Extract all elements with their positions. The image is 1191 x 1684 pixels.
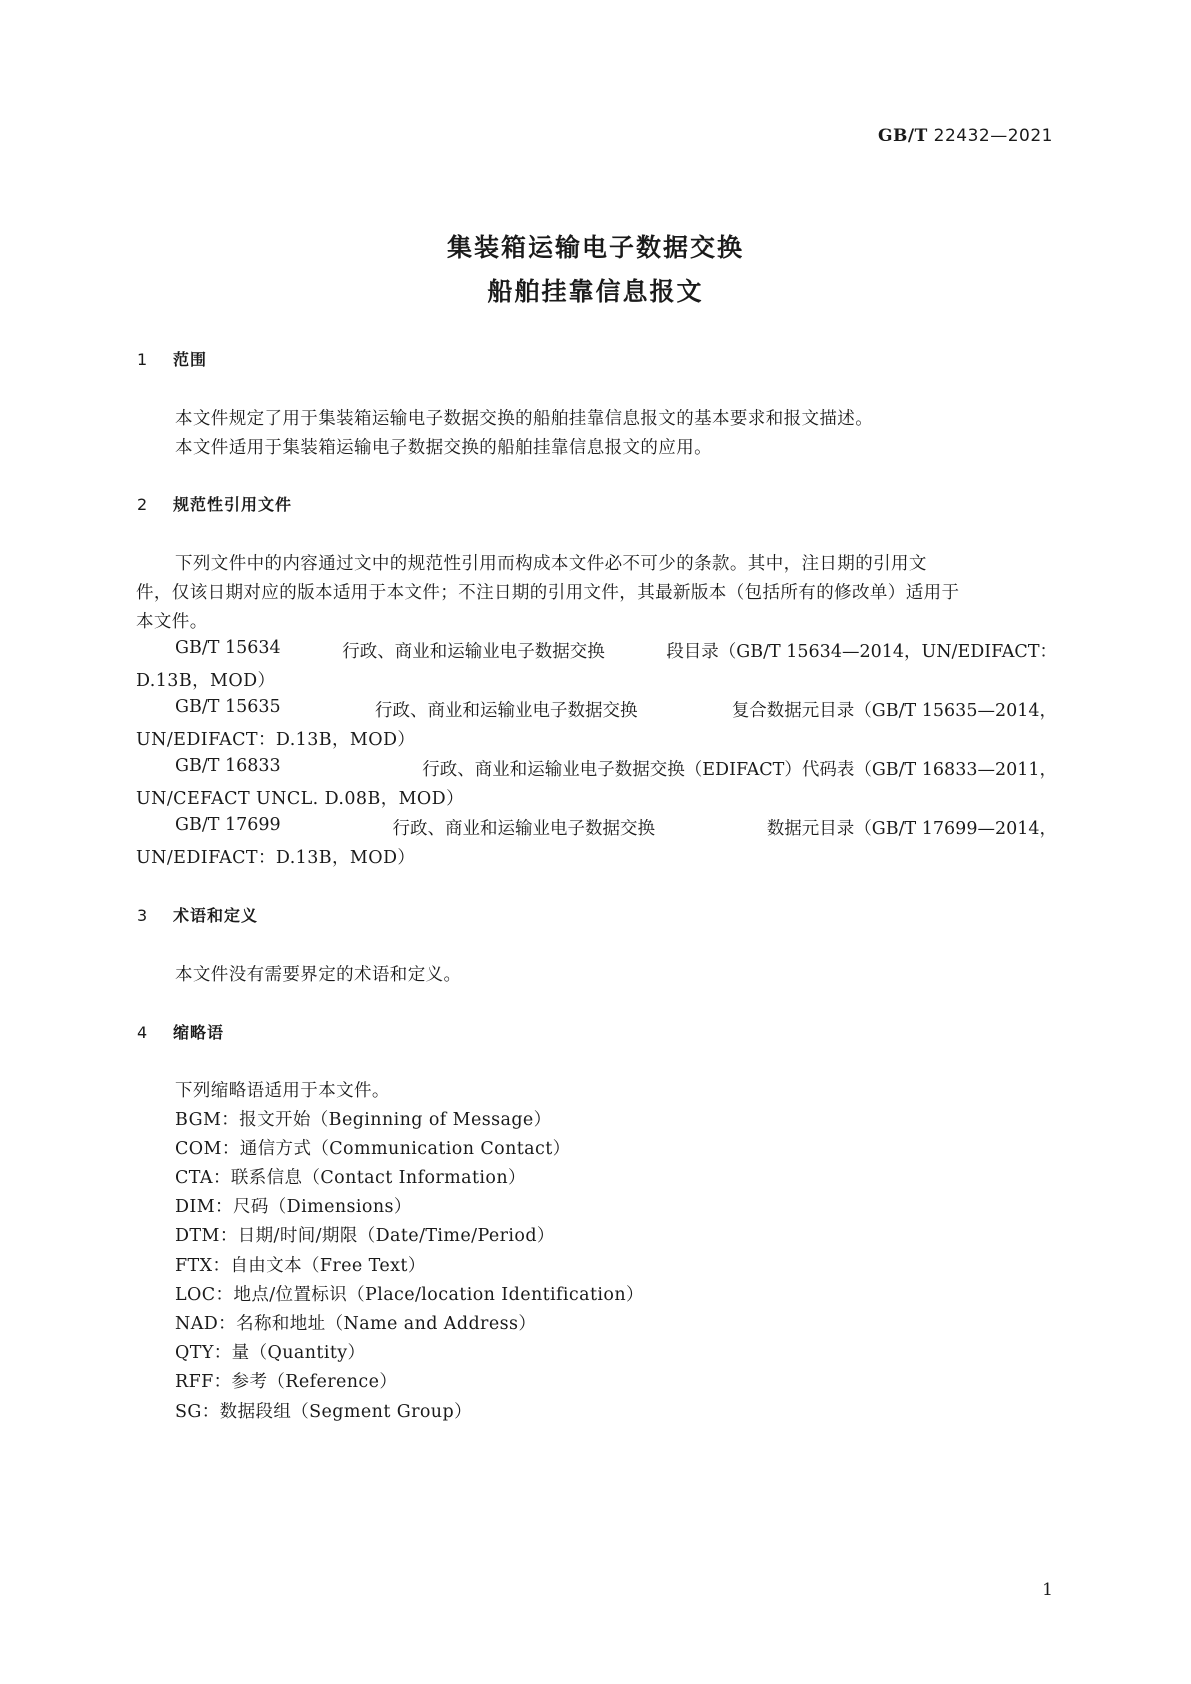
reference-title: 行政、商业和运输业电子数据交换 xyxy=(392,819,655,839)
section-number: 1 xyxy=(137,350,149,369)
reference-code: GB/T 16833 xyxy=(175,756,281,776)
reference-title: 行政、商业和运输业电子数据交换 xyxy=(342,642,605,662)
abbreviation-item: DIM：尺码（Dimensions） xyxy=(175,1197,412,1217)
paragraph-line: 本文件。 xyxy=(136,612,208,632)
reference-title: 行政、商业和运输业电子数据交换 xyxy=(374,701,638,721)
paragraph: 本文件规定了用于集装箱运输电子数据交换的船舶挂靠信息报文的基本要求和报文描述。 xyxy=(175,409,874,429)
section-title: 术语和定义 xyxy=(173,906,259,925)
paragraph-line: 下列文件中的内容通过文中的规范性引用而构成本文件必不可少的条款。其中，注日期的引用文 xyxy=(175,554,927,574)
section-number: 4 xyxy=(137,1023,149,1042)
abbreviation-item: BGM：报文开始（Beginning of Message） xyxy=(175,1110,552,1130)
reference-entry xyxy=(175,756,1057,781)
reference-continuation: UN/EDIFACT：D.13B，MOD） xyxy=(136,848,416,868)
abbreviation-item: FTX：自由文本（Free Text） xyxy=(175,1256,426,1276)
standard-code: 22432—2021 xyxy=(933,126,1053,146)
reference-continuation: UN/CEFACT UNCL. D.08B，MOD） xyxy=(136,789,464,809)
reference-entry xyxy=(175,638,1057,663)
document-title xyxy=(0,226,1191,314)
reference-detail: 数据元目录（GB/T 17699—2014， xyxy=(766,819,1057,839)
page-number: 1 xyxy=(1042,1580,1053,1600)
abbreviation-item: LOC：地点/位置标识（Place/location Identification） xyxy=(175,1285,644,1305)
reference-title: 行政、商业和运输业电子数据交换（EDIFACT）代码表（GB/T 16833—2011， xyxy=(422,760,1057,780)
paragraph: 下列缩略语适用于本文件。 xyxy=(175,1081,390,1101)
paragraph: 本文件适用于集装箱运输电子数据交换的船舶挂靠信息报文的应用。 xyxy=(175,438,712,458)
abbreviation-item: CTA：联系信息（Contact Information） xyxy=(175,1168,526,1188)
title-line-2: 船舶挂靠信息报文 xyxy=(487,277,704,306)
reference-continuation: UN/EDIFACT：D.13B，MOD） xyxy=(136,730,416,750)
abbreviation-item: QTY：量（Quantity） xyxy=(175,1343,366,1363)
reference-code: GB/T 17699 xyxy=(175,815,281,835)
reference-detail: 段目录（GB/T 15634—2014，UN/EDIFACT： xyxy=(666,642,1057,662)
section-3-heading xyxy=(137,903,258,926)
abbreviation-item: SG：数据段组（Segment Group） xyxy=(175,1402,472,1422)
abbreviation-item: RFF：参考（Reference） xyxy=(175,1372,398,1392)
reference-entry xyxy=(175,697,1057,722)
title-line-1: 集装箱运输电子数据交换 xyxy=(446,233,744,262)
reference-code: GB/T 15634 xyxy=(175,638,281,658)
abbreviation-item: NAD：名称和地址（Name and Address） xyxy=(175,1314,537,1334)
reference-detail: 复合数据元目录（GB/T 15635—2014， xyxy=(731,701,1057,721)
section-title: 缩略语 xyxy=(173,1023,225,1042)
paragraph: 本文件没有需要界定的术语和定义。 xyxy=(175,965,462,985)
paragraph-line: 件，仅该日期对应的版本适用于本文件；不注日期的引用文件，其最新版本（包括所有的修改单）适用于 xyxy=(136,583,960,603)
section-title: 范围 xyxy=(173,350,208,369)
section-2-heading xyxy=(137,492,292,515)
reference-continuation: D.13B，MOD） xyxy=(136,671,276,691)
section-number: 2 xyxy=(137,495,149,514)
abbreviation-item: DTM：日期/时间/期限（Date/Time/Period） xyxy=(175,1226,555,1246)
standard-number xyxy=(878,126,1053,146)
section-number: 3 xyxy=(137,906,149,925)
reference-code: GB/T 15635 xyxy=(175,697,281,717)
section-4-heading xyxy=(137,1020,224,1043)
section-1-heading xyxy=(137,347,207,370)
abbreviation-item: COM：通信方式（Communication Contact） xyxy=(175,1139,571,1159)
standard-prefix: GB/T xyxy=(878,126,928,146)
section-title: 规范性引用文件 xyxy=(173,495,293,514)
reference-entry xyxy=(175,815,1057,840)
